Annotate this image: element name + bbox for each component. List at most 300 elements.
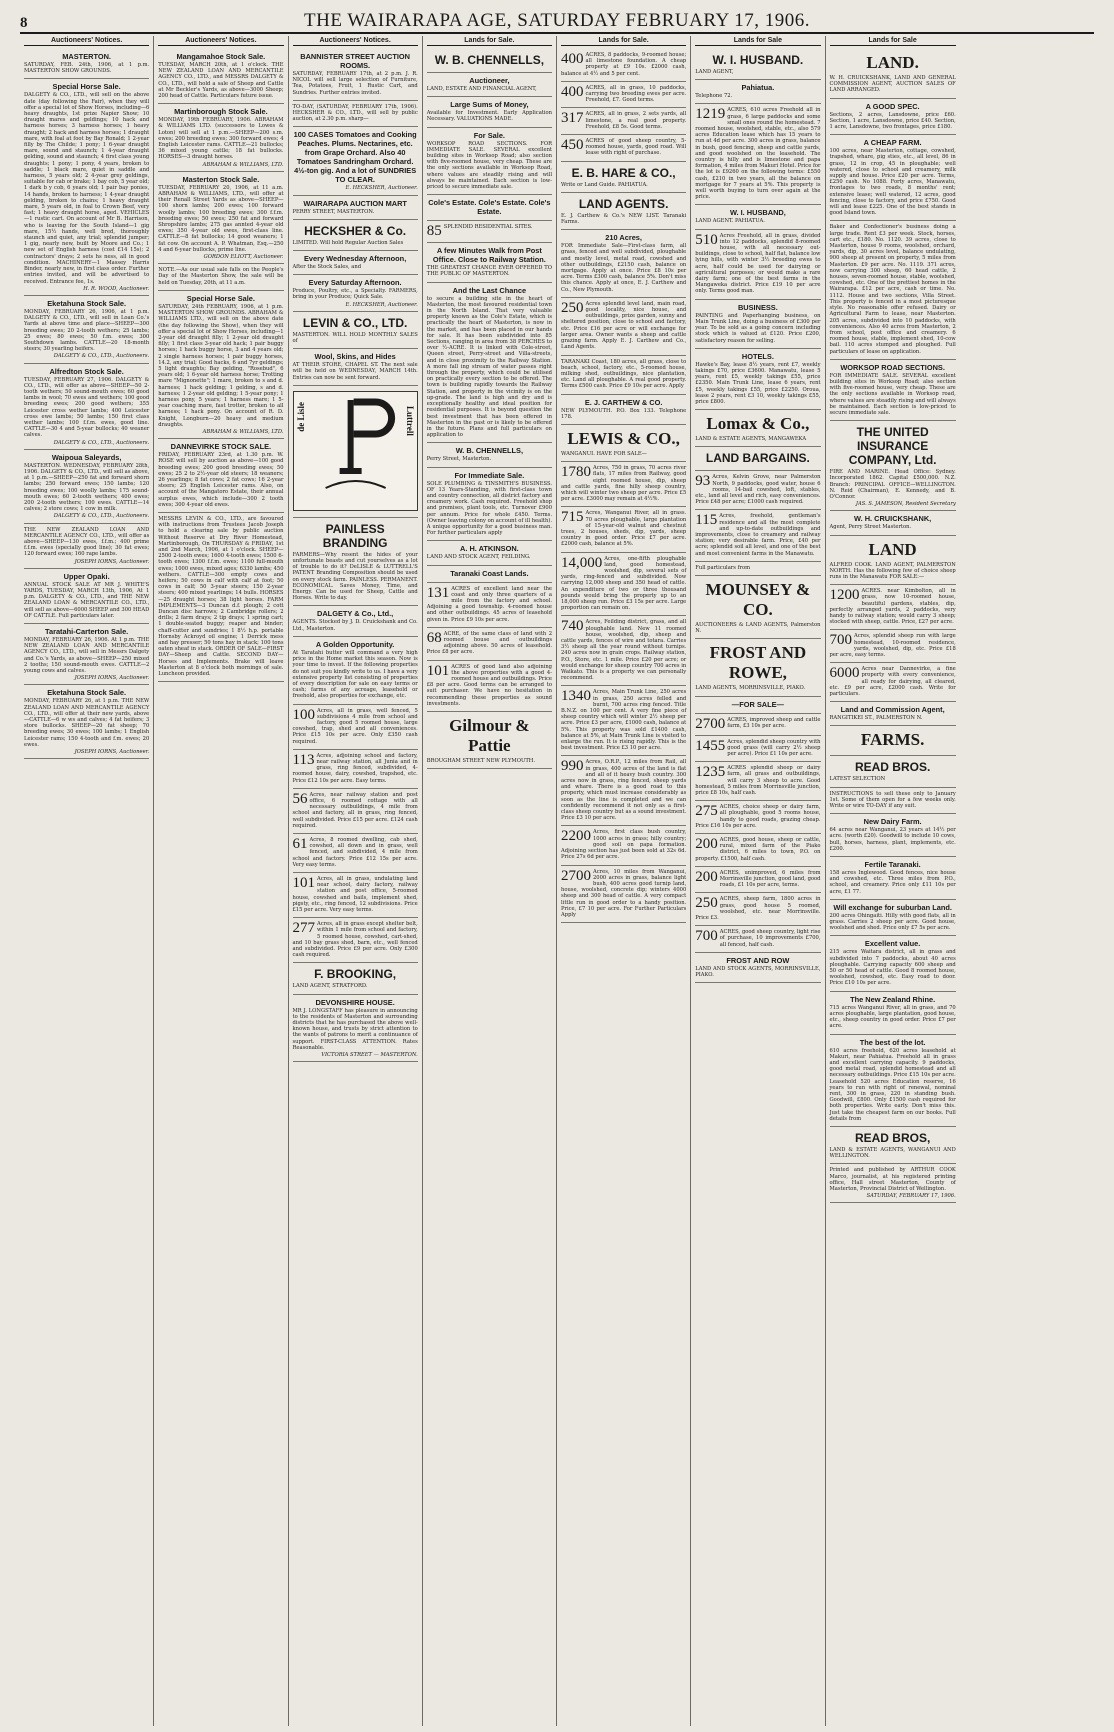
ad-heading: A. H. ATKINSON. bbox=[460, 544, 519, 554]
advertisement-columns bbox=[20, 36, 1094, 1726]
ad-heading: The New Zealand Rhine. bbox=[850, 994, 936, 1004]
page-number: 8 bbox=[20, 15, 28, 31]
listing-text: Acres, 10 miles from Wanganui, 2000 acres in grass, balance light bush, 400 acres good turnip land, house, woolshed, concrete dip; winters 4000 sheep and 300 head of cattle. A very compact little run in good order to a handy position. Price, £7 10 per acre. For Further Particulars Apply bbox=[561, 868, 687, 918]
listing-acreage: 277 bbox=[292, 920, 315, 937]
advertiser-name: Gilmour & Pattie bbox=[449, 716, 530, 755]
ad-heading: For Immediate Sale. bbox=[454, 470, 525, 480]
advertisement bbox=[561, 49, 686, 82]
ad-body: LAND AGENT, bbox=[695, 69, 734, 75]
advertisement bbox=[293, 275, 418, 312]
ad-body: MR J. LONGSTAFF has pleasure in announcing to the residents of Masterton and surrounding districts that he has purchased the above well-known house, and trusts by strict attention to the wants of patrons to merit a continuance of support. FIRST-CLASS ATTENTION. Rates Reasonable. bbox=[292, 1007, 418, 1051]
advertisement bbox=[427, 283, 552, 444]
ad-heading: A CHEAP FARM. bbox=[863, 138, 922, 148]
column-heading: Lands for Sale bbox=[830, 36, 956, 46]
advertisement bbox=[561, 162, 686, 193]
ad-body: LAND AND STOCK AGENTS, MORRINSVILLE, PIAKO. bbox=[695, 965, 821, 979]
listing-acreage: 400 bbox=[561, 83, 584, 100]
listing bbox=[561, 52, 686, 77]
advertisement bbox=[830, 663, 956, 702]
ad-heading: Excellent value. bbox=[864, 939, 921, 949]
listing-text: ACRES of excellent land near the coast and only three quarters of a mile from the factory and school. Adjoining a good township. 4-roomed house and other outbuildings. 45 acres of leasehold given in. Price £9 10s per acre. bbox=[426, 585, 552, 623]
advertisement bbox=[561, 686, 686, 756]
listing-text: Acres, 750 in grass, 70 acres river flats, 17 miles from Railway, good eight roomed house, dip, sheep and cattle yards, fine hilly sheep country, which will winter two sheep per acre. Price £5 per acre. £3000 may remain at 4½%. bbox=[561, 465, 687, 503]
ad-signature: VICTORIA STREET — MASTERTON. bbox=[321, 1052, 418, 1059]
ad-body: Agent, Perry Street Masterton. bbox=[829, 524, 912, 531]
listing bbox=[695, 896, 820, 921]
listing bbox=[427, 664, 552, 707]
ad-heading: Eketahuna Stock Sale. bbox=[47, 298, 127, 308]
ad-heading: Every Saturday Afternoon. bbox=[308, 278, 402, 288]
listing-acreage: 317 bbox=[561, 110, 584, 127]
ad-body: NEW PLYMOUTH. P.O. Box 133. Telephone 178. bbox=[561, 407, 687, 420]
advertisement bbox=[24, 624, 149, 685]
listing-text: ACRE, of the same class of land with 2 roomed house and outbuildings adjoining above. 50 acres of leasehold. Price £8 per acre. bbox=[426, 630, 552, 656]
advertiser-name: LEWIS & CO., bbox=[567, 428, 680, 448]
advertisement bbox=[158, 291, 283, 439]
listing-text: Acres, adjoining school and factory, near railway station, all Junia and in grass, ring fenced, subdivided, 4-roomed house, dairy, cowshed, trapshed, etc. Price £12 10s per acre. Easy terms. bbox=[292, 752, 418, 784]
ad-heading: And the Last Chance bbox=[452, 285, 527, 295]
ad-body: AT THEIR STORE, CHAPEL ST. The next sale will be held on WEDNESDAY, MARCH 14th. Entries can now be sent forward. bbox=[292, 362, 418, 381]
ad-body: TUESDAY, MARCH 20th, at 1 o'clock. THE NEW ZEALAND LOAN AND MERCANTILE AGENCY CO., LTD., and MESSRS DALGETY & CO., LTD., will hold a sale of Sheep and Cattle at Mr Beckler's Yards, as above—3000 Sheep; 200 head of Cattle. Particulars future issue. bbox=[158, 62, 284, 100]
ad-body: TUESDAY, FEBRUARY 20, 1906, at 11 a.m. ABRAHAM & WILLIAMS, LTD., will offer at their Renall Street Yards as above—SHEEP—100 shorn lambs; 200 ewes; 100 forward woolly lambs; 100 breeding ewes; 300 f.f.m. breeding ewes; 50 ewes; 250 fat and forward Shropshire lambs; 275 gas annted 4-year old ewes; 350 4-year old ewes, first-class line. CATTLE—8 fat bullocks; 14 good weaners; 1 fat cow. On account A. P. Whatman, Esq.—250 4 and 6-year bullocks, prime line. bbox=[158, 184, 284, 253]
advertisement bbox=[293, 789, 418, 834]
advertisement bbox=[830, 511, 956, 535]
ad-body: LAND & ESTATE AGENTS, MANGAWEKA bbox=[695, 436, 807, 443]
ad-heading: Taratahi-Carterton Sale. bbox=[45, 627, 129, 637]
ad-heading: Cole's Estate. Cole's Estate. Cole's Estate. bbox=[428, 198, 551, 217]
listing-text: ACRES. near Kimbolton, all in grass, now 10-roomed house, beautiful gardens, stables, dip, perfectly arranged yards, 2 paddocks, very handy to railway station; would carry 3 sheep; stocked with sheep, cattle. Price, £27 per acre. bbox=[829, 588, 956, 626]
ad-body: PAINTING and Paperhanging business, on Main Trunk Line, doing a business of £300 per year. To be sold as a going concern including stock which is valued at £120. Price £200, satisfactory reason for selling. bbox=[695, 312, 821, 344]
listing bbox=[561, 85, 686, 104]
ad-body: Hawke's Bay, lease 8½ years, rent £7, weekly takings £70, price £3600. Manawatu, lease 5 years, rent £5, weekly takings £55, price £2350. Main Trunk Line, lease 6 years, rent £5, weekly takings £55, price £2250. Oroua, lease 2 years, rent £3 10, weekly takings £55, price £800. bbox=[695, 361, 821, 405]
advertisement bbox=[830, 421, 956, 511]
listing bbox=[293, 792, 418, 829]
listing-text: Acres near Dannevirke, a fine property with every convenience, all ready for dairying, all cleared, etc. £9 per acre, £2000 cash. Write for particulars. bbox=[829, 666, 956, 698]
listing bbox=[695, 233, 820, 295]
listing-text: ACRES, all in grass, 10 paddocks, carrying two breeding ewes per acre. Freehold, £7. Good terms. bbox=[585, 84, 687, 104]
listing bbox=[561, 619, 686, 681]
ad-heading: MASTERTON. bbox=[62, 52, 111, 61]
ad-body: MASTERTON. WEDNESDAY, FEBRUARY 28th, 1906. DALGETY & CO., LTD., will sell as above, at 1 p.m.—SHEEP—250 fat and forward shorn lambs; 250 forward ewes; 150 lambs; 120 breeding ewes; 100 woolly lambs; 175 sound-mouth ewes; 60 2-tooth wethers; 400 ewes; 200 2-tooth wethers; 100 ewes. CATTLE—14 calves; 2 store cows; 1 cow in milk. bbox=[24, 462, 150, 513]
advertisement bbox=[695, 926, 820, 953]
ad-signature: DALGETY & CO., LTD., Auctioneers. bbox=[53, 439, 150, 446]
advertisement bbox=[427, 97, 552, 127]
listing-text: ACRES, unimproved, 6 miles from Morrinsville junction, good land, good roads, £1 10s per acre, terms. bbox=[719, 869, 821, 889]
ad-heading: Large Sums of Money, bbox=[450, 100, 529, 110]
ad-body: 215 acres Waitara district, all in grass and subdivided into 7 paddocks, about 40 acres ploughable. Carrying capacity 600 sheep and 50 or 50 head of cattle. Good 8 roomed house, woolshed, cowshed, etc. Easy road to door. Price £10 10s per acre. bbox=[829, 949, 956, 987]
ad-body: THE GREATEST CHANCE EVER OFFERED TO THE PUBLIC OF MASTERTON. bbox=[426, 265, 552, 278]
advertisement bbox=[830, 49, 956, 99]
advertiser-name: LAND AGENTS. bbox=[578, 196, 669, 211]
ad-heading: Eketahuna Stock Sale. bbox=[47, 688, 127, 698]
ad-body: 158 acres Inglewood. Good fences, nice house and cowshed, etc. Three miles from P.O., school, and creamery. Price only £11 10s per acre, £1 77. bbox=[829, 870, 956, 895]
advertisement bbox=[830, 814, 956, 857]
listing-text: ACRES of good land also adjoining the above properties with a good 4-roomed house and outbuildings. Price £8 per acre. Good terms can be arranged to suit purchaser. We have no hesitation in recommending these properties as sound investments. bbox=[426, 663, 552, 707]
listing bbox=[427, 224, 552, 238]
advertisement bbox=[427, 661, 552, 712]
advertisement bbox=[830, 630, 956, 663]
ad-body: ALFRED COOK. LAND AGENT, PALMERSTON NORTH. Has the following few of choice sheep runs in the Manawatu FOR SALE:— bbox=[829, 561, 956, 580]
advertisement bbox=[158, 439, 283, 513]
ad-signature: JOSEPH IORNS, Auctioneer. bbox=[74, 749, 150, 756]
advertiser-name: W. I. HUSBAND. bbox=[712, 53, 804, 67]
advertisement bbox=[561, 108, 686, 135]
ad-body: LAND AGENT. PAHIATUA. bbox=[695, 218, 765, 225]
advertisement bbox=[427, 73, 552, 97]
ad-heading: Will exchange for suburban Land. bbox=[833, 902, 952, 912]
listing bbox=[561, 510, 686, 547]
listing-text: Acres Freehold, all in grass, divided into 12 paddocks, splendid 8-roomed house, with all necessary out-buildings, close to school, half flat, balance low lying hills, with winter 3½ breeding ewes to acre, half could be used for dairying or agricultural purposes; or would make a rare dairy farm; one of the best farms in the Mangaweka district. Price £19 10 per acre only. Terms good man. bbox=[695, 232, 821, 295]
listing-acreage: 2200 bbox=[561, 828, 591, 845]
ad-body: Baker and Confectioner's business doing a large trade. Rent £3 per week. Stock, horses, cart etc., £180. No. 1120. 39 acres, close to Masterton, house 9 rooms, woolshed, orchard, yards, dip, 30 acres level, balance undulating, 900 sheep at present on property, 5 miles from Masterton. £9 per acre. No. 1119. 371 acres, now carrying 300 sheep, 60 head cattle, 2 houses, seven-roomed house, stable, woolshed, cowshed, etc. One of the prettiest homes in the Wairarapa. £12 per acre, cash or time. No. 1112. House and two sections, Villa Street. This property is fenced in a most picturesque style. No reasonable offer refused. Dairy or Agricultural Farm to lease, near Masterton. 205 acres, subdivided into 10 paddocks, with conveniences. Also 40 acres from Masterton, 2 from school, post office and creamery. 6 roomed house, stable, implement shed, 10-cow bail. 110 acres stumped and ploughed. Full particulars of lease on application. bbox=[829, 224, 956, 355]
ad-signature: E. HECKSHER, Auctioneer. bbox=[345, 301, 418, 308]
illustration-label-right: Luttrell bbox=[404, 405, 415, 436]
ad-body: Write or Land Guide. PAHIATUA. bbox=[561, 181, 648, 188]
listing-acreage: 1340 bbox=[561, 688, 591, 705]
listing-acreage: 115 bbox=[695, 512, 718, 529]
ad-heading: Upper Opaki. bbox=[63, 571, 110, 581]
advertisement bbox=[158, 172, 283, 264]
ad-signature: ABRAHAM & WILLIAMS, LTD. bbox=[202, 428, 284, 435]
ad-heading: WORKSOP ROAD SECTIONS. bbox=[840, 362, 945, 372]
ad-heading: Special Horse Sale. bbox=[186, 293, 255, 303]
advertisement bbox=[293, 101, 418, 128]
advertisement bbox=[695, 471, 820, 510]
ad-heading: Mangamahoe Stock Sale. bbox=[176, 52, 266, 61]
advertisement bbox=[561, 395, 686, 425]
ad-body: 200 acres Ohingaiti. Hilly with good flats, all in grass. Carries 2 sheep per acre. Good house, woolshed and shed. Price only £7 5s per acre. bbox=[829, 912, 956, 932]
ad-body: LAND AND STOCK AGENT, FEILDING. bbox=[426, 554, 531, 561]
listing bbox=[695, 717, 820, 731]
advertiser-name: FROST AND ROWE, bbox=[709, 643, 807, 683]
listing-acreage: 113 bbox=[292, 751, 315, 768]
ad-heading: The best of the lot. bbox=[859, 1037, 926, 1047]
advertisement bbox=[830, 726, 956, 756]
advertiser-name: LAND BARGAINS. bbox=[705, 451, 810, 466]
listing-text: Acres, all in grass except shelter belt, within 1 mile from school and factory, 5 roomed house, cowshed, cart-shed, and 10 bay grass shed, barn, etc., well fenced and subdivided. Price £9 per acre. Only £300 cash required. bbox=[292, 921, 418, 959]
ad-body: 64 acres near Wanganui, 23 years at 14½ per acre. (worth £20). Goodwill to include 10 cows, bull, horses, harness, plant, implements, etc. £200. bbox=[829, 827, 956, 852]
advertiser-name: READ BROS, bbox=[854, 1130, 931, 1145]
advertisement bbox=[830, 1127, 956, 1164]
listing-acreage: 14,000 bbox=[561, 554, 603, 571]
column-6 bbox=[691, 36, 825, 1726]
ad-body: Perry Street, Masterton. bbox=[426, 456, 492, 463]
listing-acreage: 56 bbox=[292, 790, 308, 807]
ad-body: LAND AGENTS, MORRINSVILLE, PIAKO. bbox=[695, 685, 806, 692]
advertisement bbox=[293, 873, 418, 918]
ad-heading: 210 Acres, bbox=[605, 233, 642, 243]
ad-body: Printed and published by ARTHUR COOK Marco, journalist, at his registered printing office, Hall street Masterton, County of Masterton, Provincial District of Wellington. bbox=[829, 1167, 956, 1192]
listing-text: Acres, near railway station and post office, 6 roomed cottage with all necessary outbuildings, 4 mile from school and factory, all in grass, ring fenced, well subdivided. Price £15 per acre. £124 cash required. bbox=[292, 791, 418, 829]
ad-body: W. H. CRUICKSHANK, LAND AND GENERAL COMMISSION AGENT, AUCTION SALES OF LAND ARRANGED. bbox=[829, 75, 956, 94]
listing-acreage: 100 bbox=[292, 706, 315, 723]
ad-body: 715 acres Wanganui River, all in grass, and 70 acres ploughable, large plantation, good house, etc., sheep country in good order. Price £7 per acre. bbox=[829, 1004, 956, 1030]
listing-acreage: 1235 bbox=[695, 764, 726, 781]
advertisement bbox=[24, 524, 149, 569]
listing bbox=[561, 138, 686, 157]
column-4 bbox=[423, 36, 557, 1726]
ad-heading: Auctioneer, bbox=[469, 76, 510, 85]
advertisement bbox=[561, 756, 686, 826]
ad-body: TUESDAY, FEBRUARY 27, 1906. DALGETY & CO., LTD., will offer as above—SHEEP—50 2-tooth wethers; 50 sound-mouth ewes; 60 good lambs in wool; 70 ewes and wethers; 100 good breeding ewes; 200 good wethers; 355 Leicester cross wether lambs; 400 Leicester cross ewe lambs; 50 lambs; 150 first class wether lambs; 100 f.f.m. ewes, good line. CATTLE—30 4 and 5-year bullocks; 40 weaner calves. bbox=[24, 376, 150, 439]
illustration-label-left: de Lisle bbox=[295, 401, 306, 432]
masthead bbox=[20, 6, 1094, 34]
listing-text: ACRES of good sheep country, 5-roomed house, yards, good road. Will lease with right of purchase. bbox=[585, 138, 687, 157]
advertisement bbox=[427, 628, 552, 661]
advertisement bbox=[427, 566, 552, 583]
listing-acreage: 700 bbox=[829, 632, 852, 649]
advertiser-name: W. B. CHENNELLS, bbox=[434, 53, 545, 67]
advertisement bbox=[561, 553, 686, 617]
column-7 bbox=[826, 36, 960, 1726]
advertisement bbox=[695, 639, 820, 696]
listing bbox=[293, 708, 418, 745]
ad-body: TO-DAY, (SATURDAY, FEBRUARY 17th, 1906). HECKSHER & CO., LTD., will sell by public auction, at 2.30 p.m. sharp— bbox=[292, 103, 418, 123]
ad-body: DALGETY & CO., LTD., will sell on the above date (day following the Fair), when they will offer a special lot of Show Horses, including—6 heavy draughts, 1st prize Napier Show; 10 draught mares and geldings; 10 hack and harness horses; 3 harness horses; 1 heavy draught; 2 hack and harness horses; 1 draught mare, with foal at foot by Bay Ronald; 1 2-year filly by The Childe; 1 pony; 1 6-year draught mare, sound and staunch; 1 4-year draught gelding, sound and staunch; 4 first class young draughts; 1 pony; 1 pony, 4 years, broken to saddle; 1 black mare, quiet in saddle and harness, 5 years old; 2 4-year grey geldings, suitable for cab or brake; 1 bay cob, 5 year old; 1 dark b y cob, 6 years old; 1 pair bay ponies, 14 hands, broken to harness; 1 4-year draught gelding, broken to chains; 1 heavy draught mare, 5 years old, in foal to Crown Beef, very fast; 1 heavy draught horse, aged. VEHICLES—1 rustic cart. On account of Mr B. Harrison, who is leaving for the South Island—1 gig mare, 15½ hands, well bred, thoroughly staunch and quiet, any trial; splendid jumper; 1 gig, nearly new, built by Moore and Co.; 1 new set of English harness (cost £14 15s); 2 contractors' drays; 2 sets hs ness, all in good condition. MACHINERY—1 Massey Harris Binder, nearly new, in first class order. Further entries invited, and will be advertised to received. Entrance fee, 1s. bbox=[24, 92, 150, 285]
ad-body: LATEST SELECTION bbox=[829, 776, 886, 783]
advertisement bbox=[561, 507, 686, 552]
ad-body: FRIDAY, FEBRUARY 23rd, at 1.30 p.m. W. ROSE will sell by auction as above—100 good breeding ewes; 200 good breeding ewes; 50 ewes; 25 2 to 2½-year old steers; 18 weaners; 26 yearlings; 8 fat cows; 2 fat cows; 16 2-year steers; 25 English Leicester rams. Also, on account of the Mangatoro Estate, their annual surplus ewes, which include—300 2 tooth ewes; 300 4-year old ewes. bbox=[158, 452, 284, 508]
listing bbox=[695, 870, 820, 889]
listing bbox=[561, 689, 686, 751]
listing bbox=[695, 107, 820, 200]
advertisement bbox=[830, 221, 956, 359]
listing-text: Acres, first class bush country, 1000 acres in grass; hilly country; good soil on papa formation. Adjoining section has just been sold at 32s 6d. Price 27s 6d per acre. bbox=[561, 829, 687, 861]
ad-heading: Fertile Taranaki. bbox=[864, 860, 921, 870]
advertisement bbox=[24, 79, 149, 296]
listing-acreage: 6000 bbox=[829, 665, 860, 682]
column-1 bbox=[20, 36, 154, 1726]
ad-signature: JOSEPH IORNS, Auctioneer. bbox=[74, 558, 150, 565]
ad-body: NOTE.—As our usual sale falls on the People's Day of the Masterton Show, the sale will be held on Tuesday, 20th, at 11 a.m. bbox=[158, 267, 284, 286]
advertisement bbox=[695, 447, 820, 471]
ad-heading: A few Minutes Walk from Post Office. Close to Railway Station. bbox=[432, 246, 546, 265]
advertisement bbox=[427, 49, 552, 73]
advertisement bbox=[561, 462, 686, 507]
listing bbox=[695, 804, 820, 829]
listing-acreage: 1455 bbox=[695, 737, 726, 754]
listing-acreage: 2700 bbox=[695, 715, 726, 732]
advertiser-name: PAINLESS BRANDING bbox=[322, 521, 388, 550]
advertisement bbox=[427, 243, 552, 282]
listing-text: Acres, splendid sheep country with good grass (will carry 2½ sheep per acre). Price £1 10s per acre. bbox=[727, 738, 821, 757]
listing-text: Acres, freehold, gentleman's residence and all the most complete and up-to-date outbuildings and improvements, close to creamery and railway station; very desirable farm. Price, £40 per acre; splendid soil all level, and one of the best and most convenient farms in the Manawatu. bbox=[695, 513, 821, 557]
advertisement bbox=[695, 349, 820, 410]
advertisement bbox=[293, 963, 418, 994]
listing bbox=[561, 869, 686, 919]
advertisement bbox=[293, 127, 418, 195]
listing-text: Acres, Kelvin Grove, near Palmerston North, 9 paddocks, good water, house 6 rooms, 14-bail cowshed, loft, stables, etc., land all level and rich, easy conveniences. Price £48 per acre; £1000 cash required. bbox=[695, 474, 821, 506]
listing bbox=[695, 929, 820, 948]
ad-heading: W. I. HUSBAND, bbox=[729, 208, 786, 218]
advertisement bbox=[427, 712, 552, 769]
listing-text: Acres, one-fifth ploughable land, good homestead, woolshed, dip, several sets of yards, ring-fenced and subdivided. Now carrying 12,000 sheep and 350 head of cattle. An expenditure of two or three thousand pounds would bring the property up to an 18,000 sheep run. Price £3 15s per acre. Large proportion can remain on. bbox=[561, 555, 687, 612]
advertiser-name: F. BROOKING, bbox=[314, 967, 397, 982]
ad-body: After the Stock Sales, and bbox=[292, 264, 362, 271]
advertisement bbox=[830, 857, 956, 900]
advertisement bbox=[561, 230, 686, 298]
ad-body: SATURDAY, FEB. 24th, 1906, at 1 p.m. MASTERTON SHOW GROUNDS. bbox=[24, 62, 150, 75]
ad-body: WORKSOP ROAD SECTIONS. FOR IMMEDIATE SALE. SEVERAL excellent building sites in Worksop Road; also section with five-roomed house, very cheap. These are the only sections available in Worksop Road, where values are steadily rising and will always be maintained. Each section is low-priced to secure immediate sale. bbox=[426, 140, 552, 191]
listing bbox=[695, 739, 820, 758]
listing-text: ACRES splendid sheep or dairy farm, all grass and outbuildings, will carry 3 sheep to acre. Good homestead, 5 miles from Morrinsville junction, price £8 10s, half cash. bbox=[695, 765, 821, 796]
ad-body: INSTRUCTIONS to sell these only to January 1st. Some of them open for a few weeks only. Write or wire TO-DAY if any suit. bbox=[829, 790, 956, 810]
ad-body: PERRY STREET, MASTERTON. bbox=[292, 208, 375, 215]
ad-signature: H. R. WOOD, Auctioneer. bbox=[83, 285, 150, 292]
listing bbox=[293, 876, 418, 913]
advertisement bbox=[427, 541, 552, 565]
ad-body: MONDAY, FEBRUARY 26, 1906. At 1 p.m. THE NEW ZEALAND LOAN AND MERCANTILE AGENCY CO., LTD., will sell in Messrs Dalgety and Co.'s Yards, as above—SHEEP—250 mixed 2 tooths; 150 sound-mouth ewes. CATTLE—2 young cows and calves. bbox=[24, 637, 150, 675]
ad-body: SOLE PLUMBING & TINSMITH'S BUSINESS. OF 13 Years-Standing, with first-class town and country connection, all district factory and creamery work. Cash required. Freehold shop and premises, plant tools, etc. Turnover £900 per annum. Price for whole £450. Terms. (Owner leaving colony on account of ill health). A unique opportunity for a good business man. For further particulars apply bbox=[426, 480, 552, 537]
advertisement bbox=[24, 569, 149, 624]
ad-body: FOR Immediate Sale—First-class farm, all grass, fenced and well subdivided, ploughable and mostly level, metal road, cowshed and other outbuildings, £2150 cash, balance on mortgage. Apply at once. Price £8 10s per acre. Terms £300 cash, balance 5%. Don't miss this chance. Apply at once, E. J. Carthew and Co., New Plymouth. bbox=[561, 243, 687, 293]
ad-heading: BANNISTER STREET AUCTION ROOMS. bbox=[300, 52, 411, 70]
advertisement bbox=[695, 205, 820, 229]
advertisement bbox=[830, 702, 956, 726]
ad-heading: New Dairy Farm. bbox=[863, 817, 922, 827]
ad-heading: —FOR SALE— bbox=[731, 699, 784, 709]
ad-body: Telephone 72. bbox=[695, 93, 733, 100]
ad-body: MONDAY, 19th FEBRUARY, 1906. ABRAHAM & WILLIAMS LTD. (successors to Lowes & Loton) will sell at 1 p.m.—SHEEP—200 s.m. ewes; 200 breeding ewes; 300 forward ewes; 4 English Leicester rams. CATTLE—21 bullocks; 36 mixed young cattle; 18 fat bullocks. HORSES—3 draught horses. bbox=[158, 117, 284, 161]
ad-heading: Alfredton Stock Sale. bbox=[49, 366, 124, 376]
ad-body: MESSRS LEVIN & CO., LTD., are favoured with instructions from Trustees Jacob Joseph to hold a clearing sale by public auction Without Reserve at Dry River Homestead, Martinborough, On THURSDAY & FRIDAY, 1st and 2nd March, 1906, at 1 o'clock. SHEEP—2500 2-tooth ewes; 1600 4-tooth ewes; 1500 6-tooth ewes; 1300 f.f.m. ewes; 1100 full-mouth ewes; 1000 ewes, mixed ages; 6330 lambs; 450 wethers. CATTLE—300 empty cows and heifers; 50 cows in calf with calf at foot; 50 cows in calf; 50 3-year steers; 150 2-year steers; 400 mixed yearlings; 14 bulls. HORSES—25 draught horses; 38 light horses. FARM IMPLEMENTS—3 Duncan d.f. plough; 2 cott Duncan disc harrows; 2 Cambridge rollers; 2 drills; 2 farm drays; 2 tip drays; 1 spring cart; 1 double-seated buggy; reaper and binder; chaff-cutter and sundries; 1 8½ h.p. portable Hornsby Ackroyd oil engine; 1 Derrick mess and hay presser; 50 tons hay in stack; 100 tons oaten sheaf in stack. ORDER OF SALE—FIRST DAY—Sheep and Cattle. SECOND DAY—Horses and Implements. Brake will leave Masterton at 8 o'clock both mornings of sale. Luncheon provided. bbox=[158, 515, 284, 678]
listing-text: Acres, Main Trunk Line, 250 acres in grass, 250 acres felled and burnt, 700 acres ring fenced. Title B.N.Z. on 100 per cent. A very fine piece of sheep country which will winter 2½ sheep per acre. Price £3 per acre, £1000 cash, balance at 5%. This property was sold £1400 cash, balance at 5%, at Main Trunk Line is visited to enlarge the run. It is rising rapidly. This is the best investment. Price £3 10 per acre. bbox=[561, 689, 687, 752]
advertisement bbox=[830, 135, 956, 221]
listing bbox=[293, 753, 418, 784]
ad-body: LIMITED. Will hold Regular Auction Sales bbox=[292, 239, 404, 246]
advertisement bbox=[427, 195, 552, 221]
column-3 bbox=[289, 36, 423, 1726]
listing-text: Acres, splendid sheep run with large homestead, 10-roomed residence, yards, woolshed, dip, etc. Price £18 per acre, easy terms. bbox=[829, 633, 956, 658]
listing-text: Acres, 8 roomed dwelling, cab shed, cowshed, all down and in grass, well fenced, and subdivided, 4 mile from school and factory. Price £12 15s per acre. Very easy terms. bbox=[292, 836, 418, 868]
listing-text: ACRES, sheep farm, 1800 acres in grass, good house 5 roomed, woolshed, etc. near Morrinsville. Price £3. bbox=[695, 896, 821, 922]
ad-heading: FROST AND ROW bbox=[726, 955, 790, 965]
ad-heading: WAIRARAPA AUCTION MART bbox=[303, 198, 407, 208]
advertisement bbox=[561, 193, 686, 230]
ad-signature: ABRAHAM & WILLIAMS, LTD. bbox=[202, 161, 284, 168]
column-heading: Lands for Sale. bbox=[561, 36, 686, 46]
advertiser-name: Lomax & Co., bbox=[706, 414, 810, 434]
advertisement bbox=[293, 220, 418, 251]
listing-acreage: 275 bbox=[695, 803, 718, 820]
listing bbox=[561, 829, 686, 860]
ad-body: Available for Investment. Early Application Necessary. VALUATIONS MADE. bbox=[426, 110, 552, 123]
ad-body: Sections, 2 acres, Lansdowne, price £60. Section, 1 acre, Lansdowne, price £40. Section, 1 acre, Lansdowne, two frontages, price £180. bbox=[829, 111, 956, 131]
listing-acreage: 1219 bbox=[695, 106, 726, 123]
advertisement bbox=[427, 583, 552, 628]
advertisement bbox=[695, 510, 820, 561]
listing-acreage: 400 bbox=[561, 51, 584, 67]
advertisement bbox=[293, 606, 418, 636]
ad-body: to secure a building site in the heart of Masterton, the most favoured residential town in the North Island. That very valuable property known as the Cole's Estate, which is practically the heart of Masterton, is now in the market, and has been placed in our hands for sale. It has been subdivided into 85 Sections, ranging in area from 38 PERCHES to over ½-ACRE. It is linked with Cole-street, Queen street, Perry-street and Villa-streets, and in close proximity to the Railway Station. A more fall ing stream of water passes right through the property, which could be utilised on practically every section to be offered. The town is building rapidly towards the Railway Station, and property in the vicinity is on the up-grade. The land is high and dry and is exceptionally healthy and ideal position for residential purposes. It is beyond question the best investment that has been offered in Masterton in the past or is likely to be offered in the future. Plans and full particulars on application to bbox=[426, 295, 552, 439]
ad-body: AUCTIONEERS & LAND AGENTS, Palmerston N. bbox=[695, 621, 821, 635]
advertisement bbox=[293, 834, 418, 873]
ad-heading: Waipoua Saleyards, bbox=[51, 452, 122, 462]
advertisement bbox=[695, 801, 820, 834]
advertisement bbox=[695, 104, 820, 205]
listing-text: Acres splendid level land, main road, good locality, nice house, and outbuildings, prize garden, sunny and sheltered position, close to school and factory, etc. Price £16 per acre or will exchange for larger area. Owner wants a sheep and cattle grazing farm. Apply E. J. Carthew and Co., Land Agents. bbox=[561, 300, 687, 351]
advertisement bbox=[695, 714, 820, 736]
ad-body: TARANAKI Coast, 180 acres, all grass, close to beach, school, factory, etc., 5-roomed house, milking shed, outbuildings, nice plantation, etc. Land all ploughable. A real good property. Terms £500 cash. Price £9 10s per acre. Apply bbox=[561, 358, 687, 390]
ad-body: LAND AGENT, STRATFORD. bbox=[292, 983, 368, 990]
ad-body: 610 acres freehold, 620 acres leasehold at Makuri, near Pahiatua. Freehold all in grass and excellent carrying capacity. 9 paddocks, good metal road, splendid homestead and all necessary outbuildings. Price £15 10s per acre. Leasehold 520 acres Education reserve, 16 years to run with right of renewal, nominal rent, 300 in grass, 220 in standing bush. Goodwill, £800. Only £1500 cash required for both properties. Write early. Don't miss this. Just take the cheapest farm on our books. Full details from bbox=[829, 1047, 956, 1122]
ad-body: AGENTS. Stocked by J. D. Cruickshank and Co. Ltd., Masterton. bbox=[292, 619, 418, 632]
advertisement bbox=[695, 762, 820, 801]
advertisement bbox=[695, 300, 820, 349]
ad-signature: JOSEPH IORNS, Auctioneer. bbox=[74, 675, 150, 682]
advertisement bbox=[695, 893, 820, 926]
ad-body: FIRE AND MARINE. Head Office: Sydney. Incorporated 1862. Capital £500,000. N.Z. Branch: PRINCIPAL OFFICE—WELLINGTON. N. Reid (Chairman), E. Kennedy, and B. O'Connor. bbox=[829, 469, 956, 500]
ad-body: FOR IMMEDIATE SALE. SEVERAL excellent building sites in Worksop Road; also section with five-roomed house, very cheap. These are the only sections available in Worksop road, where values are steadily rising and will always be maintained. Each section is low-priced to secure immediate sale. bbox=[829, 372, 956, 416]
listing-acreage: 450 bbox=[561, 137, 584, 154]
listing-acreage: 715 bbox=[561, 509, 584, 526]
ad-heading: DANNEVIRKE STOCK SALE. bbox=[170, 442, 272, 452]
listing bbox=[561, 556, 686, 612]
advertisement bbox=[24, 685, 149, 759]
advertisement bbox=[830, 99, 956, 136]
advertisement bbox=[158, 264, 283, 291]
ad-signature: DALGETY & CO., LTD., Auctioneers. bbox=[53, 513, 150, 520]
advertisement bbox=[830, 936, 956, 991]
advertisement bbox=[427, 443, 552, 467]
advertisement bbox=[24, 49, 149, 79]
advertisement bbox=[293, 705, 418, 750]
listing bbox=[695, 513, 820, 556]
advertisement bbox=[830, 1164, 956, 1203]
advertisement bbox=[293, 518, 418, 607]
listing-text: ACRES, 610 acres Freehold all in grass, 6 large paddocks and some small ones round the homestead. 7 roomed house, woolshed, stable, etc., also 579 acres Education lease which has 15 years to run at 4d per acre. 300 acres in grass, balance in bush, good fencing, sheep and cattle yards, and good woolshed on the leasehold. The country is hilly and is limestone and papa formation, 4 miles from Makuri Hotel. Price for the lot is £9260 on the following terms: £550 cash, £210 in two years, all the balance on mortgage for 7 years at 5%. This property is well worth buying to turn over again at the price. bbox=[695, 107, 821, 201]
advertisement bbox=[24, 450, 149, 524]
advertisement bbox=[830, 585, 956, 630]
listing-acreage: 101 bbox=[426, 662, 450, 679]
advertisement bbox=[158, 513, 283, 682]
advertisement bbox=[158, 49, 283, 104]
column-2 bbox=[154, 36, 288, 1726]
advertisement bbox=[695, 953, 820, 983]
ad-heading: Martinborough Stock Sale. bbox=[174, 107, 268, 117]
listing-text: SPLENDID RESIDENTIAL SITES. bbox=[443, 224, 533, 231]
listing-acreage: 250 bbox=[695, 895, 718, 912]
advertisement bbox=[293, 386, 418, 518]
advertisement bbox=[695, 576, 820, 639]
advertisement bbox=[293, 49, 418, 101]
ad-heading: W. B. CHENNELLS, bbox=[455, 446, 524, 456]
advertisement bbox=[695, 80, 820, 104]
listing bbox=[695, 765, 820, 796]
ad-heading: 100 CASES Tomatoes and Cooking Peaches. Plums. Nectarines, etc. from Grape Orchard. Also 40 Tomatoes Sandringham Orchard. 4½-ton gig. And a lot of SUNDRIES TO CLEAR. bbox=[293, 130, 417, 185]
ad-body: SATURDAY, 24th FEBRUARY, 1906, at 1 p.m. MASTERTON SHOW GROUNDS. ABRAHAM & WILLIAMS LTD., will sell on the above date (the day following the Show), when they will offer a special lot of Show Horses, including—1 2-year old draught filly; 1 2-year old draught filly; 1 first class 3-year old hack; 1 pair buggy horses; 1 hack buggy horse, 3 and 4 years old; 2 single harness horses; 1 pair buggy horses, 14.2, any trial; Good hacks, 6 and 7yr geldings; 5 light draughts; Bay gelding, "Rosebud", 6 years old; 1 6-year old harness horse; Trotting mare "Mignonette"; 1 mare, broken to s and d. harness; 1 hack gelding; 1 gelding, s and d. harness; 1 2-year old gelding; 1 5-year pony; 1 harness pony, 5 years; 1 harness mare; 1 5-year coaching mare, fast trotter, broken to all harness; 1 hack pony. On account of R. D. Knight, Longburn—20 heavy and medium draughts. bbox=[158, 303, 284, 428]
ad-heading: Pahiatua. bbox=[741, 83, 775, 93]
advertisement bbox=[830, 992, 956, 1035]
column-heading: Auctioneers' Notices. bbox=[24, 36, 149, 46]
listing-text: Acres, all in grass, undulating land near school, dairy factory, railway station and post office, 5-roomed house, cowshed and bails, implement shed, pigsty, etc., ring fenced, 12 subdivisions. Price £15 per acre. Very easy terms. bbox=[292, 875, 418, 913]
advertiser-name: READ BROS. bbox=[854, 760, 931, 775]
listing bbox=[830, 588, 956, 625]
ad-heading: BUSINESS. bbox=[737, 302, 778, 312]
column-heading: Lands for Sale bbox=[695, 36, 820, 46]
ad-signature: JAS. S. JAMESON, Resident Secretary bbox=[855, 501, 956, 508]
listing bbox=[695, 837, 820, 862]
listing-acreage: 85 bbox=[426, 223, 442, 240]
advertiser-name: LAND. bbox=[866, 53, 919, 72]
column-heading: Lands for Sale. bbox=[427, 36, 552, 46]
listing-text: ACRES, good sheep country, light rise of purchase, 10 improvements £700, all fenced, half cash. bbox=[719, 929, 821, 948]
column-5 bbox=[557, 36, 691, 1726]
listing bbox=[561, 465, 686, 502]
advertisement bbox=[427, 128, 552, 196]
listing-acreage: 2700 bbox=[561, 867, 591, 884]
advertisement bbox=[695, 736, 820, 763]
